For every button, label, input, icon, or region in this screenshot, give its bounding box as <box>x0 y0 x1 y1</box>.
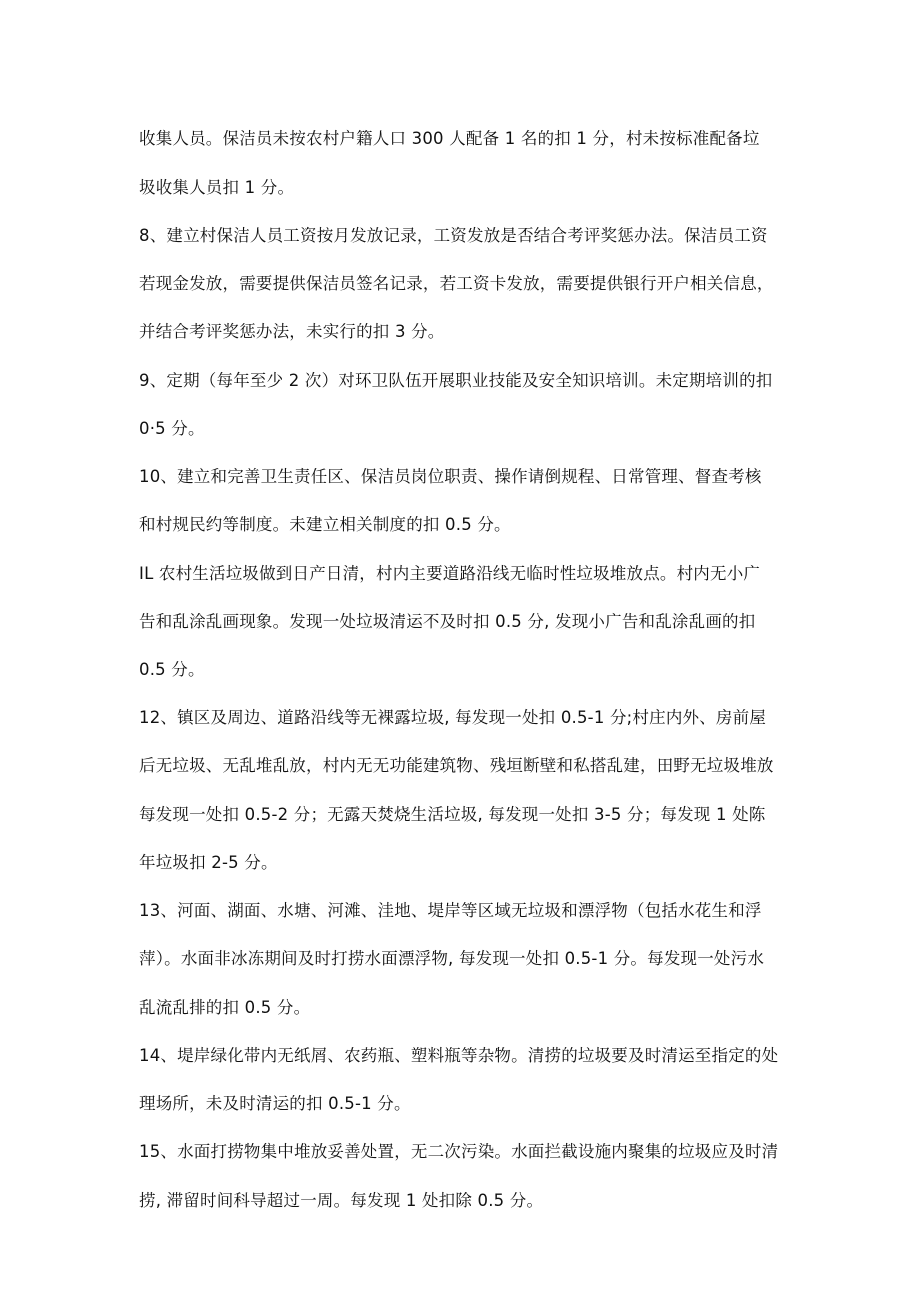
text-line: 后无垃圾、无乱堆乱放，村内无无功能建筑物、残垣断壁和私搭乱建，田野无垃圾堆放 <box>139 756 774 775</box>
text-line: 0.5 分。 <box>139 660 205 679</box>
text-line: 0·5 分。 <box>139 419 205 438</box>
text-line: 若现金发放，需要提供保洁员签名记录，若工资卡发放，需要提供银行开户相关信息， <box>139 274 774 293</box>
text-line: 圾收集人员扣 1 分。 <box>139 178 295 197</box>
text-line: 理场所，未及时清运的扣 0.5-1 分。 <box>139 1094 411 1113</box>
text-line: 告和乱涂乱画现象。发现一处垃圾清运不及时扣 0.5 分, 发现小广告和乱涂乱画的扣 <box>139 612 756 631</box>
text-line: 和村规民约等制度。未建立相关制度的扣 0.5 分。 <box>139 515 511 534</box>
text-line: 并结合考评奖惩办法，未实行的扣 3 分。 <box>139 322 445 341</box>
text-line: 9、定期（每年至少 2 次）对环卫队伍开展职业技能及安全知识培训。未定期培训的扣 <box>139 371 773 390</box>
text-line: 13、河面、湖面、水塘、河滩、洼地、堤岸等区域无垃圾和漂浮物（包括水花生和浮 <box>139 901 762 920</box>
text-line: 收集人员。保洁员未按农村户籍人口 300 人配备 1 名的扣 1 分，村未按标准配备垃 <box>139 129 760 148</box>
text-line: 10、建立和完善卫生责任区、保洁员岗位职责、操作请倒规程、日常管理、督查考核 <box>139 467 762 486</box>
text-line: 每发现一处扣 0.5-2 分；无露天焚烧生活垃圾, 每发现一处扣 3-5 分；每发现 1 处陈 <box>139 805 766 824</box>
text-line: IL 农村生活垃圾做到日产日清，村内主要道路沿线无临时性垃圾堆放点。村内无小广 <box>139 564 761 583</box>
text-line: 乱流乱排的扣 0.5 分。 <box>139 998 311 1017</box>
text-line: 15、水面打捞物集中堆放妥善处置，无二次污染。水面拦截设施内聚集的垃圾应及时清 <box>139 1142 779 1161</box>
text-line: 萍）。水面非冰冻期间及时打捞水面漂浮物, 每发现一处扣 0.5-1 分。每发现一处污水 <box>139 949 765 968</box>
text-line: 12、镇区及周边、道路沿线等无裸露垃圾, 每发现一处扣 0.5-1 分;村庄内外、房前屋 <box>139 708 767 727</box>
text-line: 8、建立村保洁人员工资按月发放记录，工资发放是否结合考评奖惩办法。保洁员工资 <box>139 226 768 245</box>
text-line: 14、堤岸绿化带内无纸屑、农药瓶、塑料瓶等杂物。清捞的垃圾要及时清运至指定的处 <box>139 1046 779 1065</box>
text-line: 捞, 滞留时间科导超过一周。每发现 1 处扣除 0.5 分。 <box>139 1191 544 1210</box>
text-line: 年垃圾扣 2-5 分。 <box>139 853 278 872</box>
